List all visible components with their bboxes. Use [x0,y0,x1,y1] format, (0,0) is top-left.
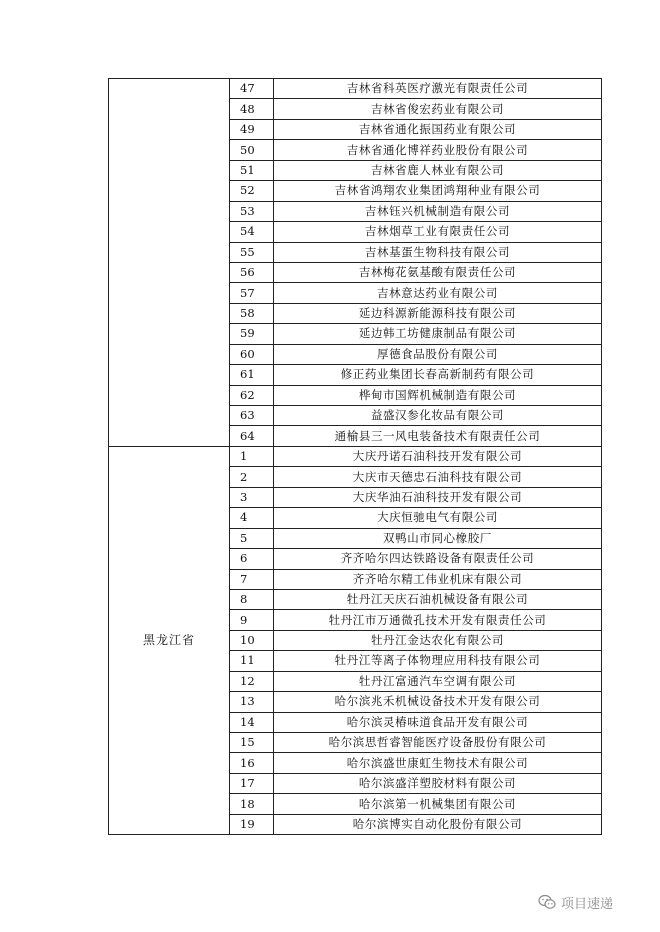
row-number: 2 [230,467,274,487]
company-name: 吉林钰兴机械制造有限公司 [274,201,602,221]
company-name: 哈尔滨第一机械集团有限公司 [274,794,602,814]
company-name: 吉林省俊宏药业有限公司 [274,99,602,119]
company-name: 吉林烟草工业有限责任公司 [274,222,602,242]
company-name: 牡丹江天庆石油机械设备有限公司 [274,589,602,609]
company-name: 双鸭山市同心橡胶厂 [274,528,602,548]
row-number: 14 [230,712,274,732]
company-name: 牡丹江等离子体物理应用科技有限公司 [274,651,602,671]
row-number: 6 [230,549,274,569]
company-name: 修正药业集团长春高新制药有限公司 [274,365,602,385]
row-number: 62 [230,385,274,405]
row-number: 1 [230,446,274,466]
row-number: 17 [230,773,274,793]
row-number: 10 [230,630,274,650]
watermark-text: 项目速递 [561,896,614,912]
row-number: 19 [230,814,274,834]
company-name: 吉林省鸿翔农业集团鸿翔种业有限公司 [274,181,602,201]
row-number: 48 [230,99,274,119]
row-number: 55 [230,242,274,262]
row-number: 15 [230,733,274,753]
company-name: 吉林基蛋生物科技有限公司 [274,242,602,262]
row-number: 51 [230,160,274,180]
company-name: 吉林省通化振国药业有限公司 [274,119,602,139]
row-number: 63 [230,406,274,426]
row-number: 58 [230,303,274,323]
row-number: 60 [230,344,274,364]
company-name: 哈尔滨灵椿味道食品开发有限公司 [274,712,602,732]
watermark [538,893,613,911]
wechat-icon [538,894,556,910]
row-number: 59 [230,324,274,344]
company-name: 厚德食品股份有限公司 [274,344,602,364]
company-name: 哈尔滨兆禾机械设备技术开发有限公司 [274,692,602,712]
row-number: 13 [230,692,274,712]
company-name: 牡丹江金达农化有限公司 [274,630,602,650]
company-name: 大庆华油石油科技开发有限公司 [274,487,602,507]
row-number: 47 [230,79,274,99]
company-name: 益盛汉参化妆品有限公司 [274,406,602,426]
company-name: 牡丹江富通汽车空调有限公司 [274,671,602,691]
row-number: 52 [230,181,274,201]
company-name: 大庆市天德忠石油科技有限公司 [274,467,602,487]
table-row [109,446,602,466]
enterprise-table [108,78,602,835]
row-number: 9 [230,610,274,630]
row-number: 64 [230,426,274,446]
row-number: 49 [230,119,274,139]
row-number: 3 [230,487,274,507]
company-name: 齐齐哈尔四达铁路设备有限责任公司 [274,549,602,569]
row-number: 57 [230,283,274,303]
row-number: 53 [230,201,274,221]
company-name: 通榆县三一风电装备技术有限责任公司 [274,426,602,446]
row-number: 7 [230,569,274,589]
row-number: 16 [230,753,274,773]
row-number: 12 [230,671,274,691]
company-name: 哈尔滨盛世康虹生物技术有限公司 [274,753,602,773]
row-number: 61 [230,365,274,385]
company-name: 吉林省鹿人林业有限公司 [274,160,602,180]
company-name: 牡丹江市万通微孔技术开发有限责任公司 [274,610,602,630]
company-name: 吉林梅花氨基酸有限责任公司 [274,262,602,282]
company-name: 哈尔滨思哲睿智能医疗设备股份有限公司 [274,733,602,753]
company-name: 延边韩工坊健康制品有限公司 [274,324,602,344]
row-number: 18 [230,794,274,814]
company-name: 哈尔滨盛洋塑胶材料有限公司 [274,773,602,793]
company-name: 哈尔滨博实自动化股份有限公司 [274,814,602,834]
row-number: 8 [230,589,274,609]
company-name: 延边科源新能源科技有限公司 [274,303,602,323]
company-name: 桦甸市国辉机械制造有限公司 [274,385,602,405]
company-name: 大庆恒驰电气有限公司 [274,508,602,528]
row-number: 50 [230,140,274,160]
row-number: 56 [230,262,274,282]
company-name: 吉林意达药业有限公司 [274,283,602,303]
company-name: 齐齐哈尔精工伟业机床有限公司 [274,569,602,589]
row-number: 11 [230,651,274,671]
row-number: 54 [230,222,274,242]
company-name: 大庆丹诺石油科技开发有限公司 [274,446,602,466]
table-row [109,79,602,99]
company-name: 吉林省科英医疗激光有限责任公司 [274,79,602,99]
company-name: 吉林省通化博祥药业股份有限公司 [274,140,602,160]
row-number: 4 [230,508,274,528]
row-number: 5 [230,528,274,548]
province-cell: 黑龙江省 [109,446,230,834]
province-cell [109,79,230,447]
